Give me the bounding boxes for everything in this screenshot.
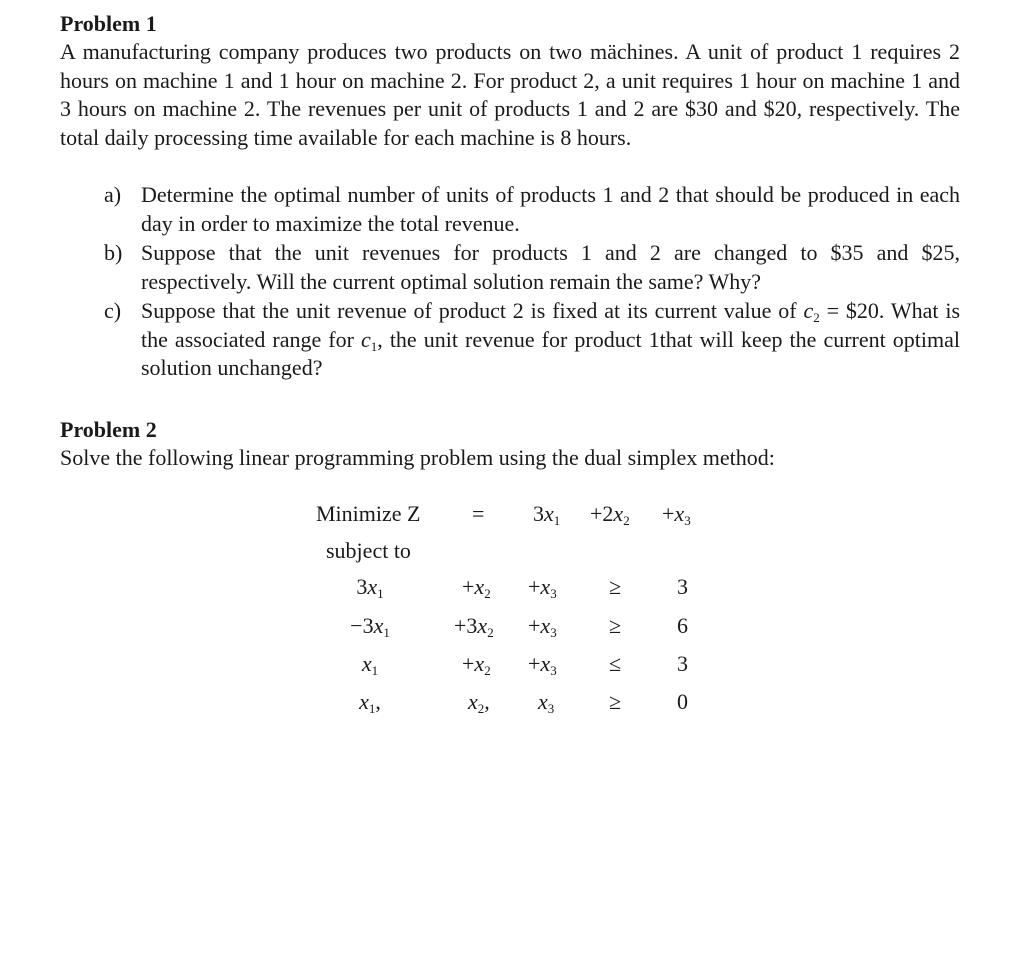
- nonneg-relation: ≥: [609, 689, 622, 714]
- nonneg-var-1: $x_1$,: [359, 689, 381, 716]
- constraint-2-relation: ≥: [609, 613, 622, 638]
- constraint-3-rhs: 3: [677, 651, 688, 676]
- nonneg-var-2: $x_2$,: [468, 689, 490, 716]
- constraint-1-relation: ≥: [609, 574, 622, 599]
- nonneg-rhs: 0: [677, 689, 688, 714]
- constraint-2-term-2: $+3x_2$: [454, 613, 494, 640]
- objective-label: Minimize Z: [316, 501, 421, 526]
- problem-1-heading: Problem 1: [60, 11, 157, 36]
- constraint-3-term-2: $+x_2$: [462, 651, 491, 678]
- constraint-1-term-1: $3x_1$: [356, 574, 384, 601]
- constraint-3-term-3: $+x_3$: [528, 651, 557, 678]
- constraint-1-rhs: 3: [677, 574, 688, 599]
- problem-1-intro: A manufacturing company produces two products on two mächines. A unit of product 1 requires 2 hours on machine 1 and 1 hour on machine 2. For product 2, a unit requires 1 hour on machine 1 and 3 hours on machine 2. The revenues per unit of products 1 and 2 are $30 and $20, respectively. The total daily processing time available for each machine is 8 hours.: [60, 39, 960, 150]
- constraint-3-term-1: $x_1$: [361, 651, 379, 678]
- nonneg-var-3: $x_3$: [538, 689, 555, 716]
- question-c-text: Suppose that the unit revenue of product 2 is fixed at its current value of $c_2$ = $20. What is the associated range for $c_1$, the unit revenue for product 1that will keep the current optimal solution unchanged?: [141, 298, 961, 380]
- question-b-text: Suppose that the unit revenues for products 1 and 2 are changed to $35 and $25, respectively. Will the current optimal solution remain the same? Why?: [141, 240, 960, 294]
- constraint-3-relation: ≤: [609, 651, 622, 676]
- constraint-1-term-3: $+x_3$: [528, 574, 557, 601]
- objective-term-1: $3x_1$: [533, 501, 561, 528]
- objective-equals: =: [472, 501, 485, 526]
- constraint-1-term-2: $+x_2$: [462, 574, 491, 601]
- objective-term-3: $+x_3$: [662, 501, 691, 528]
- question-c-label: c): [104, 298, 122, 323]
- objective-term-2: $+2x_2$: [590, 501, 630, 528]
- constraint-2-term-3: $+x_3$: [528, 613, 557, 640]
- question-b-label: b): [104, 240, 123, 265]
- constraint-2-term-1: $-3x_1$: [350, 613, 390, 640]
- subject-to-label: subject to: [326, 538, 411, 563]
- problem-2-heading: Problem 2: [60, 417, 157, 442]
- constraint-2-rhs: 6: [677, 613, 688, 638]
- question-a-label: a): [104, 182, 122, 207]
- problem-2-intro: Solve the following linear programming problem using the dual simplex method:: [60, 445, 775, 470]
- question-a-text: Determine the optimal number of units of products 1 and 2 that should be produced in each day in order to maximize the total revenue.: [141, 182, 960, 236]
